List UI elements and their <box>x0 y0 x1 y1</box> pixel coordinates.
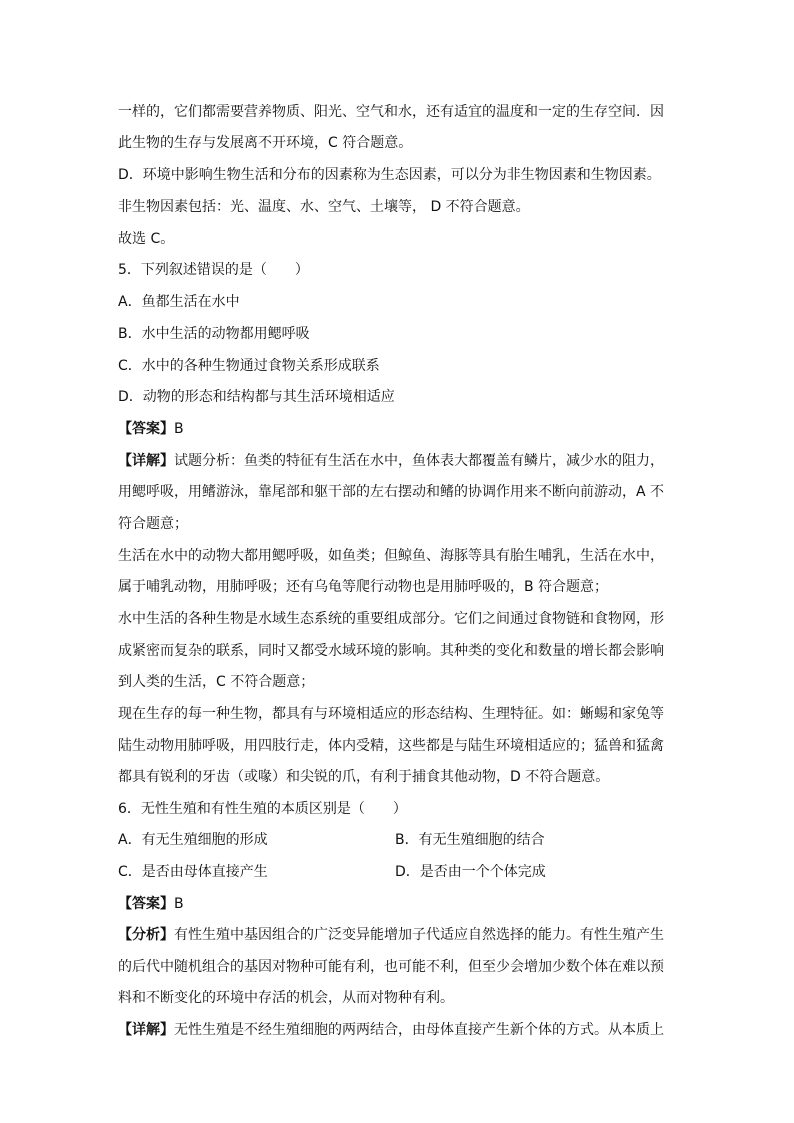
text: 试题分析：鱼类的特征有生活在水中，鱼体表大都覆盖有鳞片，减少水的阻力， <box>174 453 664 469</box>
option-text: A．有无生殖细胞的形成 <box>118 832 268 848</box>
analysis-line <box>118 924 678 946</box>
answer-tag: 【答案】 <box>118 421 174 437</box>
text: 有性生殖中基因组合的广泛变异能增加子代适应自然选择的能力。有性生殖产生 <box>174 927 664 943</box>
text: 属于哺乳动物，用肺呼吸；还有乌龟等爬行动物也是用肺呼吸的，B 符合题意； <box>118 579 609 595</box>
text: 的后代中随机组合的基因对物种可能有利，也可能不利，但至少会增加少数个体在难以预 <box>118 959 664 975</box>
text-line <box>118 196 678 218</box>
option-text: B．有无生殖细胞的结合 <box>395 832 545 848</box>
text: 水中生活的各种生物是水域生态系统的重要组成部分。它们之间通过食物链和食物网，形 <box>118 611 664 627</box>
text-line <box>118 132 678 154</box>
text-line <box>118 735 678 757</box>
text-line <box>118 481 678 503</box>
option-c <box>118 861 388 883</box>
option-a <box>118 291 678 313</box>
question-text: 6．无性生殖和有性生殖的本质区别是（ ） <box>118 801 407 817</box>
text-line <box>118 545 678 567</box>
text: 现在生存的每一种生物，都具有与环境相适应的形态结构、生理特征。如：蜥蜴和家兔等 <box>118 706 664 722</box>
option-text: B．水中生活的动物都用鳃呼吸 <box>118 326 310 342</box>
text-line <box>118 987 678 1009</box>
option-text: C．是否由母体直接产生 <box>118 864 268 880</box>
text: 料和不断变化的环境中存活的机会，从而对物种有利。 <box>118 990 454 1006</box>
option-b <box>118 323 678 345</box>
option-d <box>118 386 678 408</box>
text: 故选 C。 <box>118 231 175 247</box>
text-line <box>118 513 678 535</box>
text-line <box>118 164 678 186</box>
question-6 <box>118 798 678 820</box>
answer-value: B <box>174 896 184 912</box>
detail-tag: 【详解】 <box>118 1022 174 1038</box>
text-line <box>118 576 678 598</box>
answer-tag: 【答案】 <box>118 896 174 912</box>
question-5 <box>118 259 678 281</box>
text: 无性生殖是不经生殖细胞的两两结合，由母体直接产生新个体的方式。从本质上 <box>174 1022 664 1038</box>
text-line <box>118 956 678 978</box>
answer-line <box>118 418 678 440</box>
text: 成紧密而复杂的联系，同时又都受水域环境的影响。其种类的变化和数量的增长都会影响 <box>118 643 664 659</box>
detail-line <box>118 1019 678 1041</box>
text: 陆生动物用肺呼吸，用四肢行走，体内受精，这些都是与陆生环境相适应的；猛兽和猛禽 <box>118 738 664 754</box>
text-line <box>118 228 678 250</box>
question-text: 5．下列叙述错误的是（ ） <box>118 262 309 278</box>
detail-line <box>118 450 678 472</box>
text: 此生物的生存与发展离不开环境，C 符合题意。 <box>118 135 413 151</box>
text-line <box>118 703 678 725</box>
option-d <box>395 861 665 883</box>
text: 用鳃呼吸，用鳍游泳，靠尾部和躯干部的左右摆动和鳍的协调作用来不断向前游动，A 不 <box>118 484 665 500</box>
text: D．环境中影响生物生活和分布的因素称为生态因素，可以分为非生物因素和生物因素。 <box>118 167 661 183</box>
option-b <box>395 829 665 851</box>
text-line <box>118 766 678 788</box>
text: 生活在水中的动物大都用鳃呼吸，如鱼类；但鲸鱼、海豚等具有胎生哺乳，生活在水中， <box>118 548 664 564</box>
option-text: C．水中的各种生物通过食物关系形成联系 <box>118 358 380 374</box>
option-a <box>118 829 388 851</box>
text: 符合题意； <box>118 516 188 532</box>
option-text: A．鱼都生活在水中 <box>118 294 240 310</box>
text: 非生物因素包括：光、温度、水、空气、土壤等， D 不符合题意。 <box>118 199 530 215</box>
option-text: D．动物的形态和结构都与其生活环境相适应 <box>118 389 395 405</box>
text: 一样的，它们都需要营养物质、阳光、空气和水，还有适宜的温度和一定的生存空间．因 <box>118 104 664 120</box>
option-c <box>118 355 678 377</box>
text-line <box>118 101 678 123</box>
answer-line <box>118 893 678 915</box>
text: 到人类的生活，C 不符合题意； <box>118 674 315 690</box>
text-line <box>118 608 678 630</box>
analysis-tag: 【分析】 <box>118 927 174 943</box>
option-text: D．是否由一个个体完成 <box>395 864 546 880</box>
text: 都具有锐利的牙齿（或喙）和尖锐的爪，有利于捕食其他动物，D 不符合题意。 <box>118 769 610 785</box>
answer-value: B <box>174 421 184 437</box>
text-line <box>118 640 678 662</box>
text-line <box>118 671 678 693</box>
detail-tag: 【详解】 <box>118 453 174 469</box>
